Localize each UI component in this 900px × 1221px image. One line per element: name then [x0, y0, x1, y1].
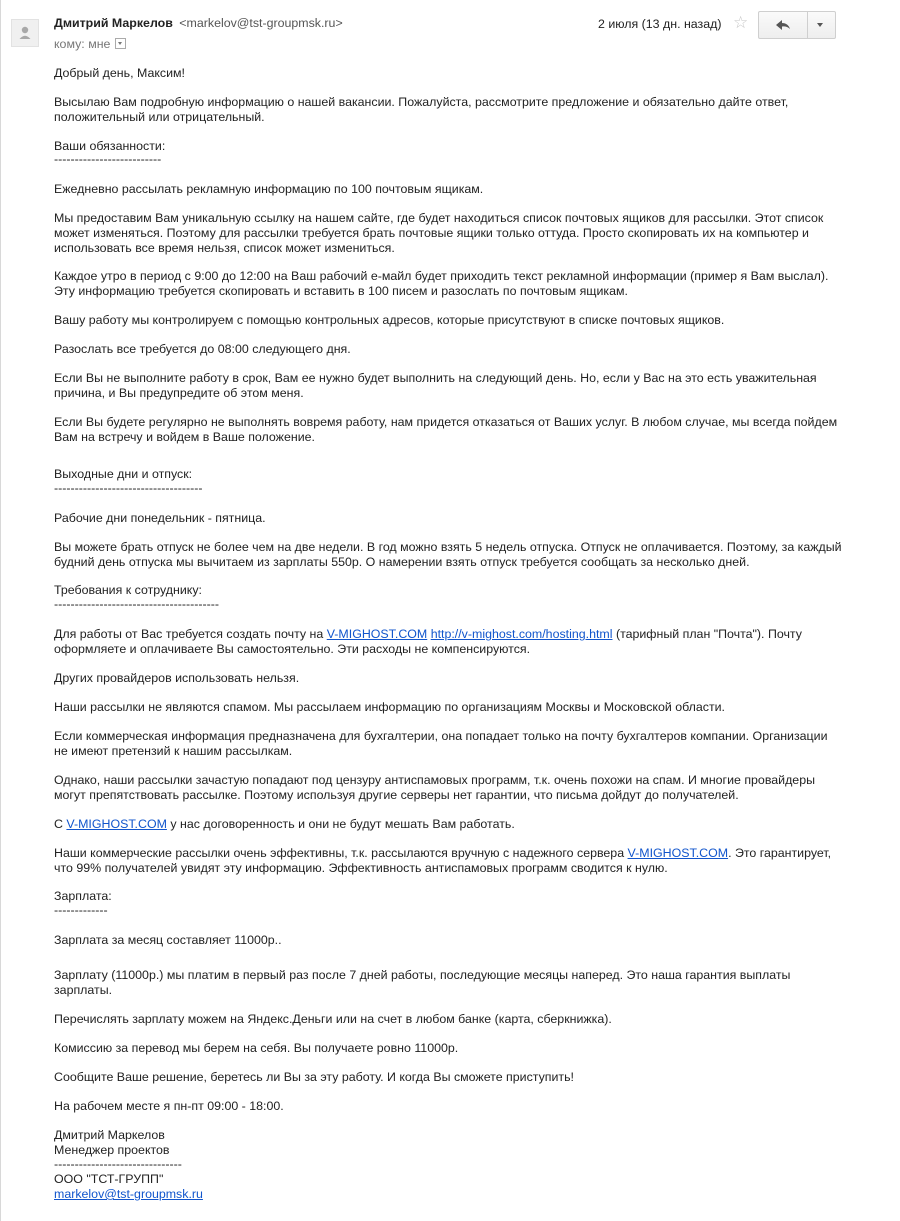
duties-paragraph: Если Вы будете регулярно не выполнять вовремя работу, нам придется отказаться от Ваших услуг. В любом случае, мы всегда пойдем Вам на встречу и войдем в Ваше положение. — [54, 415, 838, 444]
signature-name: Дмитрий Маркелов — [54, 1128, 165, 1142]
holidays-paragraph: Рабочие дни понедельник - пятница. — [54, 511, 266, 525]
text: у нас договоренность и они не будут мешать Вам работать. — [166, 817, 515, 831]
reply-button-group — [758, 11, 836, 39]
requirements-rule: ---------------------------------------- — [54, 597, 220, 611]
duties-paragraph: Ежедневно рассылать рекламную информацию по 100 почтовым ящикам. — [54, 182, 484, 196]
message-header — [0, 0, 900, 60]
requirements-paragraph: Наши рассылки не являются спамом. Мы рассылаем информацию по организациям Москвы и Московской области. — [54, 700, 725, 714]
requirements-paragraph: Других провайдеров использовать нельзя. — [54, 671, 300, 685]
requirements-paragraph: Однако, наши рассылки зачастую попадают под цензуру антиспамовых программ, т.к. очень похожи на спам. И многие провайдеры могут препятствовать рассылке. Поэтому используя другие серверы нет гарантии, что письма дойдут до получателей. — [54, 773, 815, 802]
left-border — [0, 0, 1, 1221]
holidays-rule: ------------------------------------ — [54, 481, 203, 495]
sender[interactable] — [54, 16, 343, 30]
star-icon[interactable]: ☆ — [733, 13, 749, 32]
holidays-heading: Выходные дни и отпуск: — [54, 467, 193, 481]
message-date[interactable]: 2 июля (13 дн. назад) — [598, 17, 722, 31]
requirements-paragraph — [54, 846, 844, 876]
reply-button[interactable] — [759, 12, 808, 38]
text: Для работы от Вас требуется создать почту на — [54, 627, 327, 641]
sender-email: <markelov@tst-groupmsk.ru> — [179, 16, 343, 30]
salary-paragraph: Перечислять зарплату можем на Яндекс.Деньги или на счет в любом банке (карта, сберкнижка). — [54, 1012, 612, 1026]
vmighost-link[interactable]: V-MIGHOST.COM — [627, 846, 729, 860]
salary-paragraph: Комиссию за перевод мы берем на себя. Вы получаете ровно 11000р. — [54, 1041, 459, 1055]
holidays-paragraph: Вы можете брать отпуск не более чем на две недели. В год можно взять 5 недель отпуска. Отпуск не оплачивается. Поэтому, за каждый будний день отпуска мы вычитаем из зарплаты 550р. О намерении взять отпуск требуется сообщать за несколько дней. — [54, 540, 842, 569]
signature-company: ООО "ТСТ-ГРУПП" — [54, 1172, 164, 1186]
more-button[interactable] — [807, 12, 835, 38]
salary-paragraph: Зарплату (11000р.) мы платим в первый раз после 7 дней работы, последующие месяцы наперед. Это наша гарантия выплаты зарплаты. — [54, 968, 791, 997]
salary-rule: ------------- — [54, 903, 108, 917]
salary-paragraph: На рабочем месте я пн-пт 09:00 - 18:00. — [54, 1099, 284, 1113]
hosting-link[interactable]: http://v-mighost.com/hosting.html — [430, 627, 613, 641]
intro-paragraph: Высылаю Вам подробную информацию о нашей вакансии. Пожалуйста, рассмотрите предложение и обязательно дайте ответ, положительный или отрицательный. — [54, 95, 789, 124]
vmighost-link[interactable]: V-MIGHOST.COM — [66, 817, 167, 831]
signature-email-line — [54, 1187, 844, 1202]
greeting: Добрый день, Максим! — [54, 66, 185, 80]
text: (тарифный план "Почта"). Почту оформляете и оплачиваете Вы самостоятельно. Эти расходы не компенсируются. — [54, 627, 802, 656]
text: С — [54, 817, 67, 831]
duties-paragraph: Разослать все требуется до 08:00 следующего дня. — [54, 342, 351, 356]
requirements-paragraph — [54, 627, 844, 657]
recipients — [54, 37, 126, 51]
text: . Это гарантирует, что 99% получателей увидят эту информацию. Эффективность антиспамовых программ сводится к нулю. — [54, 846, 832, 875]
sender-name[interactable]: Дмитрий Маркелов — [54, 16, 173, 30]
reply-icon — [759, 12, 807, 38]
avatar-icon[interactable] — [11, 19, 39, 47]
signature-email-link[interactable]: markelov@tst-groupmsk.ru — [54, 1187, 203, 1201]
salary-paragraph: Зарплата за месяц составляет 11000р.. — [54, 933, 282, 947]
vmighost-link[interactable]: V-MIGHOST.COM — [326, 627, 428, 641]
signature-title: Менеджер проектов — [54, 1143, 170, 1157]
requirements-heading: Требования к сотруднику: — [54, 583, 202, 597]
duties-rule: -------------------------- — [54, 152, 162, 166]
salary-paragraph: Сообщите Ваше решение, беретесь ли Вы за эту работу. И когда Вы сможете приступить! — [54, 1070, 574, 1084]
duties-paragraph: Мы предоставим Вам уникальную ссылку на нашем сайте, где будет находиться список почтовых ящиков для рассылки. Этот список может изменяться. Поэтому для рассылки требуется брать почтовые ящики только оттуда. Просто скопировать их на компьютер и использовать все время нельзя, список может измениться. — [54, 211, 824, 255]
duties-paragraph: Если Вы не выполните работу в срок, Вам ее нужно будет выполнить на следующий день. Но, если у Вас на это есть уважительная причина, и Вы предупредите об этом меня. — [54, 371, 817, 400]
salary-heading: Зарплата: — [54, 889, 112, 903]
duties-paragraph: Каждое утро в период с 9:00 до 12:00 на Ваш рабочий е-майл будет приходить текст рекламной информации (пример я Вам выслал). Эту информацию требуется скопировать и вставить в 100 писем и разослать по почтовым ящикам. — [54, 269, 829, 298]
duties-paragraph: Вашу работу мы контролируем с помощью контрольных адресов, которые присутствуют в списке почтовых ящиков. — [54, 313, 725, 327]
text: Наши коммерческие рассылки очень эффективны, т.к. рассылаются вручную с надежного сервера — [54, 846, 628, 860]
requirements-paragraph — [54, 817, 844, 832]
recipients-details-icon[interactable] — [115, 38, 126, 49]
requirements-paragraph: Если коммерческая информация предназначена для бухгалтерии, она попадает только на почту бухгалтеров компании. Организации не имеют претензий к нашим рассылкам. — [54, 729, 828, 758]
duties-heading: Ваши обязанности: — [54, 139, 166, 153]
signature-rule: ------------------------------- — [54, 1157, 182, 1171]
recipients-label: кому: мне — [54, 37, 111, 51]
